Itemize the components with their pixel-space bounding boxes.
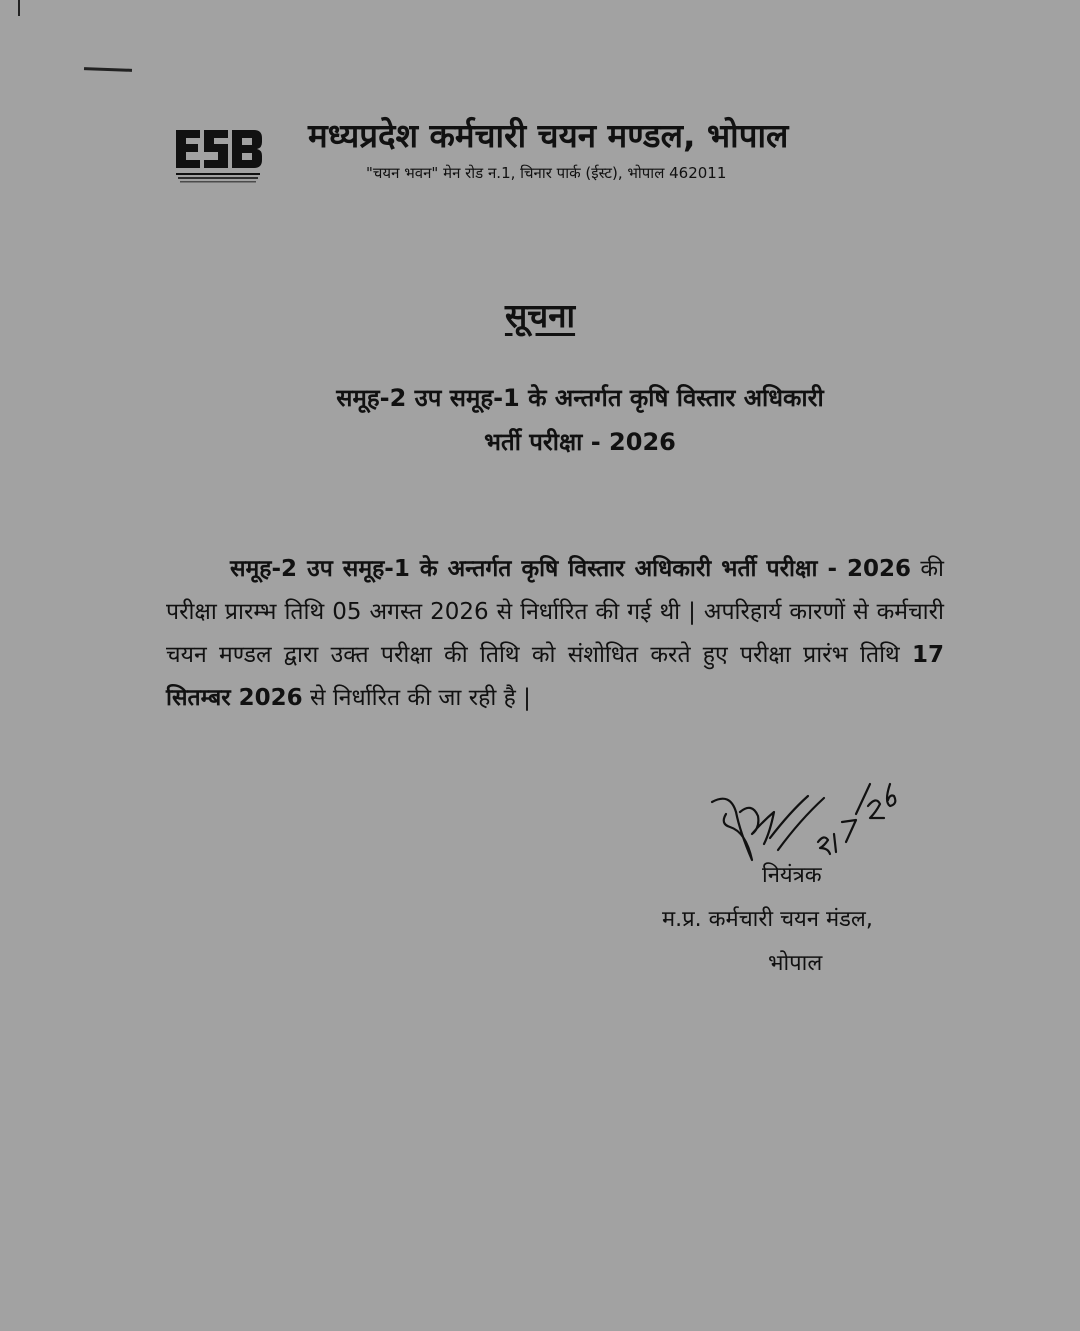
notice-title-text: सूचना [504,296,576,335]
subject-line-2: भर्ती परीक्षा - 2026 [484,428,676,456]
body-new-date: 17 सितम्बर 2026 [166,642,944,711]
org-address: "चयन भवन" मेन रोड न.1, चिनार पार्क (ईस्ट), भोपाल 462011 [366,164,727,182]
body-text-2: से निर्धारित की जा रही है | [302,685,531,711]
body-text-1: की परीक्षा प्रारम्भ तिथि 05 अगस्त 2026 से निर्धारित की गई थी | अपरिहार्य कारणों से कर्मचारी चयन मण्डल द्वारा उक्त परीक्षा की तिथि को संशोधित करते हुए परीक्षा प्रारंभ तिथि [166,556,945,668]
signatory-city: भोपाल [768,951,823,976]
scan-mark [84,67,132,72]
scan-mark [18,0,20,16]
subject-line-1: समूह-2 उप समूह-1 के अन्तर्गत कृषि विस्तार अधिकारी [336,384,824,412]
org-name: मध्यप्रदेश कर्मचारी चयन मण्डल, भोपाल [308,116,789,155]
notice-subject [180,376,980,464]
body-subject: समूह-2 उप समूह-1 के अन्तर्गत कृषि विस्तार अधिकारी भर्ती परीक्षा - 2026 [230,556,912,582]
notice-title [0,292,1080,340]
signatory-designation: नियंत्रक [762,863,822,888]
signatory-board: म.प्र. कर्मचारी चयन मंडल, [662,907,873,932]
esb-logo [172,124,264,186]
notice-body [166,548,944,720]
